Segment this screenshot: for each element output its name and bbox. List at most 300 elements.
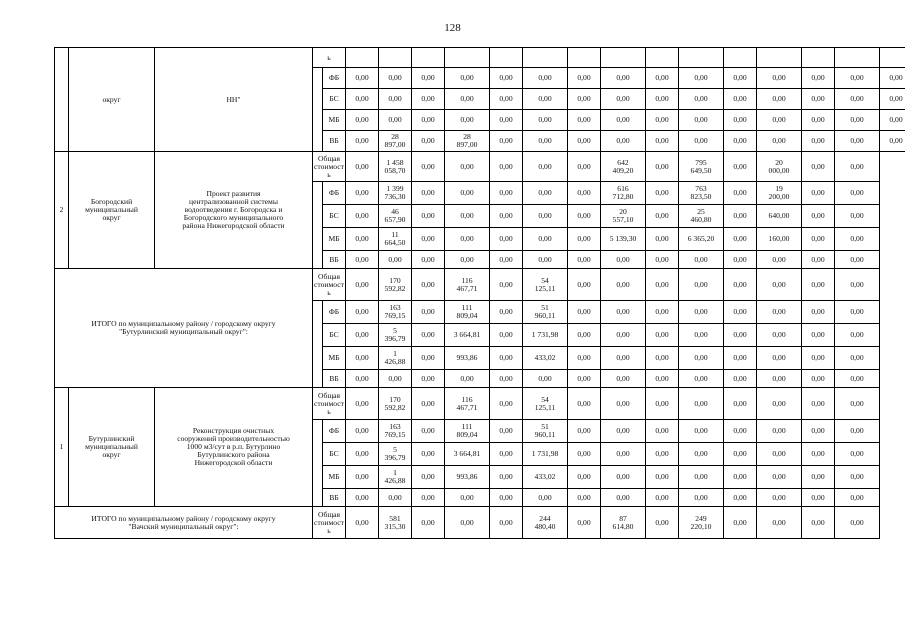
value-cell: 0,00 bbox=[346, 251, 379, 269]
value-cell bbox=[601, 48, 646, 68]
value-cell: 0,00 bbox=[646, 301, 679, 324]
value-cell: 0,00 bbox=[346, 301, 379, 324]
value-cell: 51 960,11 bbox=[523, 420, 568, 443]
value-cell: 0,00 bbox=[646, 131, 679, 152]
value-cell: 0,00 bbox=[412, 269, 445, 301]
value-cell: 0,00 bbox=[802, 347, 835, 370]
value-cell: 0,00 bbox=[412, 443, 445, 466]
value-cell: 160,00 bbox=[757, 228, 802, 251]
value-cell: 170 592,82 bbox=[379, 269, 412, 301]
value-cell bbox=[646, 48, 679, 68]
value-cell: 0,00 bbox=[802, 420, 835, 443]
value-cell: 0,00 bbox=[601, 489, 646, 507]
value-cell: 0,00 bbox=[445, 205, 490, 228]
value-cell: 0,00 bbox=[346, 152, 379, 182]
value-cell: 0,00 bbox=[490, 68, 523, 89]
value-cell: 163 769,15 bbox=[379, 420, 412, 443]
value-cell: 19 200,00 bbox=[757, 182, 802, 205]
value-cell: 0,00 bbox=[757, 466, 802, 489]
value-cell: 0,00 bbox=[835, 205, 880, 228]
value-cell: 0,00 bbox=[646, 205, 679, 228]
value-cell: 616 712,80 bbox=[601, 182, 646, 205]
itogo-label: ИТОГО по муниципальному району / городскому округу "Вачский муниципальный округ": bbox=[55, 507, 313, 539]
value-cell: 0,00 bbox=[568, 251, 601, 269]
value-cell: 0,00 bbox=[346, 443, 379, 466]
value-cell: 433,02 bbox=[523, 466, 568, 489]
value-cell: 0,00 bbox=[490, 443, 523, 466]
value-cell: 0,00 bbox=[601, 370, 646, 388]
value-cell: 0,00 bbox=[445, 507, 490, 539]
total-cost-label: Общая стоимост ь bbox=[313, 269, 346, 301]
value-cell: 163 769,15 bbox=[379, 301, 412, 324]
value-cell: 0,00 bbox=[802, 89, 835, 110]
value-cell: 0,00 bbox=[802, 324, 835, 347]
table-row bbox=[55, 152, 905, 182]
value-cell: 0,00 bbox=[412, 131, 445, 152]
value-cell: 0,00 bbox=[523, 89, 568, 110]
value-cell: 0,00 bbox=[802, 205, 835, 228]
value-cell: 1 458 058,70 bbox=[379, 152, 412, 182]
value-cell: 0,00 bbox=[412, 68, 445, 89]
value-cell: 0,00 bbox=[646, 370, 679, 388]
value-cell: 0,00 bbox=[412, 251, 445, 269]
value-cell bbox=[724, 48, 757, 68]
value-cell: 0,00 bbox=[880, 131, 905, 152]
value-cell: 0,00 bbox=[490, 182, 523, 205]
value-cell: 20 000,00 bbox=[757, 152, 802, 182]
value-cell: 0,00 bbox=[490, 228, 523, 251]
investment-table bbox=[54, 47, 905, 539]
value-cell: 0,00 bbox=[445, 182, 490, 205]
value-cell: 0,00 bbox=[835, 388, 880, 420]
value-cell bbox=[802, 48, 835, 68]
value-cell: 0,00 bbox=[568, 89, 601, 110]
table-row bbox=[55, 269, 905, 301]
value-cell: 0,00 bbox=[724, 443, 757, 466]
value-cell: 0,00 bbox=[802, 110, 835, 131]
value-cell: 0,00 bbox=[523, 182, 568, 205]
value-cell: 0,00 bbox=[379, 89, 412, 110]
value-cell: 0,00 bbox=[835, 347, 880, 370]
value-cell: 0,00 bbox=[802, 182, 835, 205]
value-cell: 0,00 bbox=[490, 301, 523, 324]
value-cell: 993,86 bbox=[445, 347, 490, 370]
value-cell: 0,00 bbox=[679, 370, 724, 388]
value-cell: 1 731,98 bbox=[523, 324, 568, 347]
value-cell: 0,00 bbox=[412, 466, 445, 489]
funding-source: ФБ bbox=[323, 420, 346, 443]
table-row bbox=[55, 48, 905, 68]
value-cell: 0,00 bbox=[490, 251, 523, 269]
value-cell: 642 409,20 bbox=[601, 152, 646, 182]
row-number: 1 bbox=[55, 388, 69, 507]
value-cell: 0,00 bbox=[757, 324, 802, 347]
funding-source: БС bbox=[323, 205, 346, 228]
municipality-name: Бутурлинский муниципальный округ bbox=[69, 388, 155, 507]
value-cell: 0,00 bbox=[757, 251, 802, 269]
value-cell: 0,00 bbox=[835, 228, 880, 251]
value-cell: 0,00 bbox=[646, 110, 679, 131]
value-cell: 111 809,04 bbox=[445, 420, 490, 443]
value-cell: 0,00 bbox=[802, 269, 835, 301]
value-cell: 0,00 bbox=[757, 89, 802, 110]
project-description: Реконструкция очистных сооружений производительностью 1000 м3/сут в р.п. Бутурлино Бутурлинского района Нижегородской области bbox=[155, 388, 313, 507]
value-cell: 111 809,04 bbox=[445, 301, 490, 324]
value-cell: 0,00 bbox=[757, 131, 802, 152]
value-cell: 0,00 bbox=[379, 251, 412, 269]
value-cell: 0,00 bbox=[568, 489, 601, 507]
value-cell: 0,00 bbox=[757, 347, 802, 370]
value-cell: 0,00 bbox=[646, 152, 679, 182]
value-cell bbox=[490, 48, 523, 68]
value-cell: 0,00 bbox=[802, 466, 835, 489]
value-cell: 0,00 bbox=[724, 269, 757, 301]
value-cell: 433,02 bbox=[523, 347, 568, 370]
value-cell: 0,00 bbox=[646, 89, 679, 110]
value-cell: 6 365,20 bbox=[679, 228, 724, 251]
value-cell: 0,00 bbox=[346, 507, 379, 539]
value-cell: 87 614,80 bbox=[601, 507, 646, 539]
value-cell: 0,00 bbox=[523, 68, 568, 89]
value-cell: 0,00 bbox=[490, 110, 523, 131]
value-cell: 0,00 bbox=[724, 489, 757, 507]
value-cell: 0,00 bbox=[490, 370, 523, 388]
value-cell: 0,00 bbox=[679, 110, 724, 131]
value-cell: 0,00 bbox=[346, 131, 379, 152]
value-cell: 0,00 bbox=[523, 152, 568, 182]
value-cell bbox=[445, 48, 490, 68]
value-cell: 0,00 bbox=[679, 443, 724, 466]
value-cell: 0,00 bbox=[835, 251, 880, 269]
value-cell: 0,00 bbox=[835, 152, 880, 182]
value-cell: 0,00 bbox=[568, 466, 601, 489]
value-cell: 0,00 bbox=[724, 68, 757, 89]
value-cell: 0,00 bbox=[802, 388, 835, 420]
value-cell: 0,00 bbox=[802, 152, 835, 182]
funding-source: МБ bbox=[323, 466, 346, 489]
value-cell: 0,00 bbox=[724, 152, 757, 182]
value-cell: 0,00 bbox=[568, 110, 601, 131]
value-cell: 0,00 bbox=[346, 347, 379, 370]
value-cell: 0,00 bbox=[601, 269, 646, 301]
value-cell: 249 220,10 bbox=[679, 507, 724, 539]
value-cell: 0,00 bbox=[757, 269, 802, 301]
value-cell: 1 426,88 bbox=[379, 466, 412, 489]
value-cell: 3 664,81 bbox=[445, 324, 490, 347]
value-cell: 54 125,11 bbox=[523, 269, 568, 301]
value-cell: 0,00 bbox=[412, 489, 445, 507]
value-cell: 0,00 bbox=[490, 152, 523, 182]
value-cell: 0,00 bbox=[568, 370, 601, 388]
value-cell: 0,00 bbox=[346, 228, 379, 251]
value-cell: 170 592,82 bbox=[379, 388, 412, 420]
value-cell: 0,00 bbox=[490, 324, 523, 347]
value-cell: 5 139,30 bbox=[601, 228, 646, 251]
funding-source: БС bbox=[323, 324, 346, 347]
value-cell: 0,00 bbox=[835, 466, 880, 489]
value-cell: 0,00 bbox=[490, 205, 523, 228]
value-cell: 0,00 bbox=[724, 388, 757, 420]
value-cell bbox=[568, 48, 601, 68]
value-cell: 0,00 bbox=[880, 89, 905, 110]
value-cell: 0,00 bbox=[679, 251, 724, 269]
value-cell: 0,00 bbox=[568, 443, 601, 466]
value-cell: 1 731,98 bbox=[523, 443, 568, 466]
value-cell: 0,00 bbox=[802, 489, 835, 507]
funding-source: МБ bbox=[323, 347, 346, 370]
itogo-label: ИТОГО по муниципальному району / городскому округу "Бутурлинский муниципальный округ": bbox=[55, 269, 313, 388]
value-cell: 0,00 bbox=[757, 443, 802, 466]
value-cell: 51 960,11 bbox=[523, 301, 568, 324]
value-cell: 0,00 bbox=[568, 507, 601, 539]
value-cell: 0,00 bbox=[523, 489, 568, 507]
value-cell: 0,00 bbox=[646, 182, 679, 205]
value-cell: 0,00 bbox=[835, 489, 880, 507]
value-cell: 0,00 bbox=[412, 182, 445, 205]
value-cell: 0,00 bbox=[412, 205, 445, 228]
value-cell: 0,00 bbox=[445, 370, 490, 388]
value-cell: 581 315,30 bbox=[379, 507, 412, 539]
value-cell bbox=[523, 48, 568, 68]
value-cell: 0,00 bbox=[412, 347, 445, 370]
funding-source: БС bbox=[323, 89, 346, 110]
value-cell: 0,00 bbox=[445, 489, 490, 507]
value-cell: 0,00 bbox=[412, 370, 445, 388]
value-cell: 0,00 bbox=[724, 301, 757, 324]
value-cell: 0,00 bbox=[835, 443, 880, 466]
value-cell bbox=[880, 48, 905, 68]
funding-source: БС bbox=[323, 443, 346, 466]
value-cell: 0,00 bbox=[724, 347, 757, 370]
value-cell: 0,00 bbox=[523, 110, 568, 131]
value-cell: 0,00 bbox=[757, 388, 802, 420]
value-cell: 0,00 bbox=[679, 324, 724, 347]
value-cell: 0,00 bbox=[412, 301, 445, 324]
value-cell: 0,00 bbox=[757, 301, 802, 324]
value-cell: 0,00 bbox=[679, 301, 724, 324]
value-cell: 0,00 bbox=[490, 388, 523, 420]
value-cell: 0,00 bbox=[679, 68, 724, 89]
value-cell: 0,00 bbox=[568, 131, 601, 152]
value-cell: 0,00 bbox=[646, 347, 679, 370]
value-cell: 0,00 bbox=[601, 466, 646, 489]
value-cell: 244 480,40 bbox=[523, 507, 568, 539]
value-cell: 0,00 bbox=[412, 388, 445, 420]
value-cell: 0,00 bbox=[568, 228, 601, 251]
value-cell: 0,00 bbox=[679, 131, 724, 152]
value-cell: 0,00 bbox=[601, 131, 646, 152]
value-cell: 0,00 bbox=[835, 110, 880, 131]
value-cell: 0,00 bbox=[835, 324, 880, 347]
value-cell: 0,00 bbox=[835, 269, 880, 301]
value-cell: 1 399 736,30 bbox=[379, 182, 412, 205]
value-cell: 0,00 bbox=[679, 466, 724, 489]
value-cell: 5 396,79 bbox=[379, 324, 412, 347]
value-cell: 0,00 bbox=[835, 507, 880, 539]
value-cell: 20 557,10 bbox=[601, 205, 646, 228]
value-cell: 0,00 bbox=[346, 269, 379, 301]
value-cell: 116 467,71 bbox=[445, 388, 490, 420]
value-cell: 0,00 bbox=[568, 269, 601, 301]
value-cell: 0,00 bbox=[490, 131, 523, 152]
value-cell: 0,00 bbox=[568, 182, 601, 205]
value-cell: 0,00 bbox=[523, 370, 568, 388]
value-cell: 0,00 bbox=[802, 507, 835, 539]
value-cell: 0,00 bbox=[568, 388, 601, 420]
value-cell: 0,00 bbox=[835, 131, 880, 152]
municipality-name: Богородский муниципальный округ bbox=[69, 152, 155, 269]
page-number: 128 bbox=[444, 22, 461, 34]
value-cell: 0,00 bbox=[445, 89, 490, 110]
value-cell: 0,00 bbox=[346, 370, 379, 388]
value-cell: 0,00 bbox=[835, 301, 880, 324]
value-cell: 0,00 bbox=[679, 489, 724, 507]
value-cell bbox=[757, 48, 802, 68]
project-description: Проект развития централизованной системы водоотведения г. Богородска и Богородского муниципального района Нижегородской области bbox=[155, 152, 313, 269]
value-cell: 763 823,50 bbox=[679, 182, 724, 205]
value-cell: 0,00 bbox=[646, 420, 679, 443]
value-cell: 0,00 bbox=[679, 269, 724, 301]
value-cell: 0,00 bbox=[412, 420, 445, 443]
municipality-name: округ bbox=[69, 48, 155, 152]
value-cell: 0,00 bbox=[724, 205, 757, 228]
value-cell: 0,00 bbox=[601, 110, 646, 131]
value-cell: 0,00 bbox=[490, 489, 523, 507]
value-cell bbox=[379, 48, 412, 68]
total-cost-label: Общая стоимост ь bbox=[313, 388, 346, 420]
value-cell: 1 426,88 bbox=[379, 347, 412, 370]
value-cell: 0,00 bbox=[679, 89, 724, 110]
value-cell: 0,00 bbox=[724, 370, 757, 388]
value-cell: 0,00 bbox=[835, 68, 880, 89]
value-cell: 0,00 bbox=[346, 110, 379, 131]
value-cell: 0,00 bbox=[346, 89, 379, 110]
value-cell: 28 897,00 bbox=[379, 131, 412, 152]
value-cell bbox=[412, 48, 445, 68]
value-cell: 0,00 bbox=[724, 420, 757, 443]
value-cell: 0,00 bbox=[835, 89, 880, 110]
value-cell: 0,00 bbox=[523, 251, 568, 269]
value-cell: 28 897,00 bbox=[445, 131, 490, 152]
subrow-label-vertical bbox=[313, 420, 323, 507]
value-cell: 0,00 bbox=[601, 251, 646, 269]
value-cell: 640,00 bbox=[757, 205, 802, 228]
value-cell: 0,00 bbox=[412, 110, 445, 131]
value-cell: 0,00 bbox=[445, 110, 490, 131]
funding-source: ВБ bbox=[323, 370, 346, 388]
value-cell: 0,00 bbox=[523, 205, 568, 228]
value-cell: 0,00 bbox=[757, 420, 802, 443]
value-cell: 0,00 bbox=[379, 489, 412, 507]
value-cell: 5 396,79 bbox=[379, 443, 412, 466]
value-cell: 0,00 bbox=[835, 420, 880, 443]
value-cell: 0,00 bbox=[724, 228, 757, 251]
value-cell bbox=[835, 48, 880, 68]
total-cost-label: Общая стоимост ь bbox=[313, 152, 346, 182]
value-cell: 0,00 bbox=[568, 420, 601, 443]
total-cost-label: Общая стоимост ь bbox=[313, 507, 346, 539]
project-description: НН" bbox=[155, 48, 313, 152]
value-cell: 3 664,81 bbox=[445, 443, 490, 466]
value-cell: 0,00 bbox=[523, 228, 568, 251]
value-cell: 0,00 bbox=[379, 110, 412, 131]
value-cell: 0,00 bbox=[568, 68, 601, 89]
value-cell: 0,00 bbox=[802, 131, 835, 152]
table-row bbox=[55, 507, 905, 539]
value-cell: 25 460,80 bbox=[679, 205, 724, 228]
value-cell bbox=[679, 48, 724, 68]
row-number: 2 bbox=[55, 152, 69, 269]
value-cell: 0,00 bbox=[646, 489, 679, 507]
value-cell: 0,00 bbox=[802, 301, 835, 324]
subrow-label-vertical bbox=[313, 301, 323, 388]
value-cell: 0,00 bbox=[646, 228, 679, 251]
value-cell: 0,00 bbox=[601, 388, 646, 420]
value-cell: 0,00 bbox=[757, 110, 802, 131]
value-cell: 0,00 bbox=[802, 443, 835, 466]
value-cell: 0,00 bbox=[412, 89, 445, 110]
value-cell: 0,00 bbox=[490, 89, 523, 110]
subrow-label-vertical bbox=[313, 68, 323, 152]
value-cell: 0,00 bbox=[412, 507, 445, 539]
value-cell: 0,00 bbox=[601, 68, 646, 89]
row-number bbox=[55, 48, 69, 152]
value-cell: 0,00 bbox=[568, 324, 601, 347]
value-cell: 0,00 bbox=[490, 507, 523, 539]
value-cell: 0,00 bbox=[724, 324, 757, 347]
value-cell: 0,00 bbox=[490, 269, 523, 301]
value-cell: 0,00 bbox=[724, 182, 757, 205]
value-cell: 0,00 bbox=[601, 443, 646, 466]
value-cell: 116 467,71 bbox=[445, 269, 490, 301]
funding-source: ВБ bbox=[323, 489, 346, 507]
value-cell: 0,00 bbox=[412, 152, 445, 182]
value-cell: 0,00 bbox=[679, 347, 724, 370]
value-cell: 0,00 bbox=[445, 228, 490, 251]
value-cell: 0,00 bbox=[646, 443, 679, 466]
value-cell: 0,00 bbox=[835, 370, 880, 388]
value-cell: 0,00 bbox=[523, 131, 568, 152]
value-cell: 0,00 bbox=[802, 251, 835, 269]
value-cell: 0,00 bbox=[802, 228, 835, 251]
value-cell: 0,00 bbox=[646, 507, 679, 539]
value-cell: 0,00 bbox=[724, 131, 757, 152]
value-cell: 0,00 bbox=[724, 507, 757, 539]
value-cell: 0,00 bbox=[724, 466, 757, 489]
value-cell: 0,00 bbox=[679, 420, 724, 443]
value-cell: 0,00 bbox=[724, 110, 757, 131]
value-cell: 0,00 bbox=[601, 347, 646, 370]
value-cell: 0,00 bbox=[490, 347, 523, 370]
value-cell: 0,00 bbox=[568, 347, 601, 370]
funding-source: ФБ bbox=[323, 301, 346, 324]
value-cell: 0,00 bbox=[757, 489, 802, 507]
value-cell: 0,00 bbox=[346, 420, 379, 443]
funding-source: МБ bbox=[323, 228, 346, 251]
value-cell: 54 125,11 bbox=[523, 388, 568, 420]
value-cell: 0,00 bbox=[490, 466, 523, 489]
value-cell: 0,00 bbox=[346, 205, 379, 228]
value-cell: 0,00 bbox=[379, 370, 412, 388]
value-cell: 0,00 bbox=[346, 489, 379, 507]
value-cell: 0,00 bbox=[412, 228, 445, 251]
value-cell: 11 664,50 bbox=[379, 228, 412, 251]
value-cell: 0,00 bbox=[757, 370, 802, 388]
value-cell: 0,00 bbox=[346, 324, 379, 347]
value-cell: 0,00 bbox=[757, 507, 802, 539]
value-cell: 0,00 bbox=[802, 68, 835, 89]
value-cell: 0,00 bbox=[679, 388, 724, 420]
